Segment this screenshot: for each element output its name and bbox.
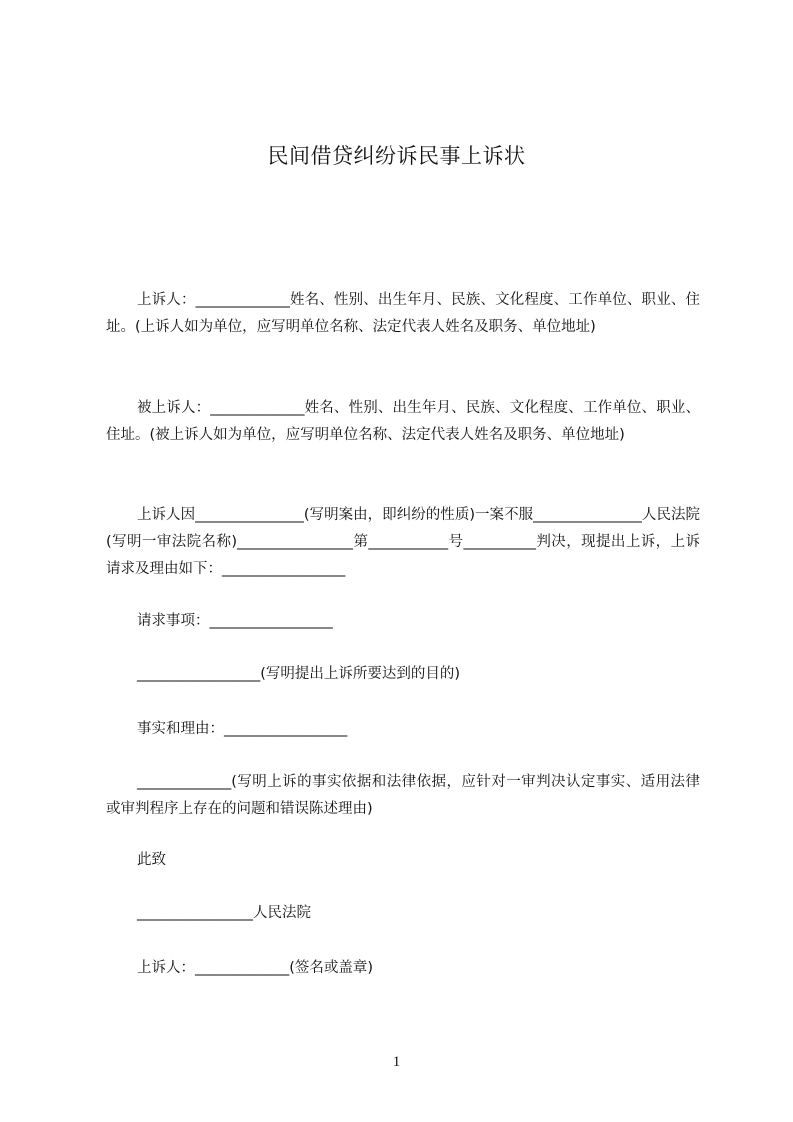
salutation-line: 此致 <box>137 852 166 868</box>
appellee-paragraph: 被上诉人：_____________姓名、性别、出生年月、民族、文化程度、工作单位、职业、住址。(被上诉人如为单位，应写明单位名称、法定代表人姓名及职务、单位地址) <box>106 400 700 443</box>
appeal-reason-paragraph: 上诉人因_______________(写明案由，即纠纷的性质)一案不服_______________人民法院(写明一审法院名称)________________第___________号__________判决，现提出上诉，上诉请求及理由如下：_________________ <box>106 507 700 577</box>
document-title: 民间借贷纠纷诉民事上诉状 <box>267 144 526 168</box>
request-purpose-line: _________________(写明提出上诉所要达到的目的) <box>137 666 461 682</box>
court-line: ________________人民法院 <box>137 905 311 921</box>
request-items-line: 请求事项：_________________ <box>137 613 333 629</box>
signature-line: 上诉人：_____________(签名或盖章) <box>137 960 374 976</box>
appellant-paragraph: 上诉人：_____________姓名、性别、出生年月、民族、文化程度、工作单位、职业、住址。(上诉人如为单位，应写明单位名称、法定代表人姓名及职务、单位地址) <box>106 292 700 335</box>
page-number: 1 <box>392 1054 401 1070</box>
facts-reasons-line: 事实和理由：_________________ <box>137 721 348 737</box>
facts-reasons-paragraph: _____________(写明上诉的事实依据和法律依据，应针对一审判决认定事实、适用法律或审判程序上存在的问题和错误陈述理由) <box>106 774 700 817</box>
